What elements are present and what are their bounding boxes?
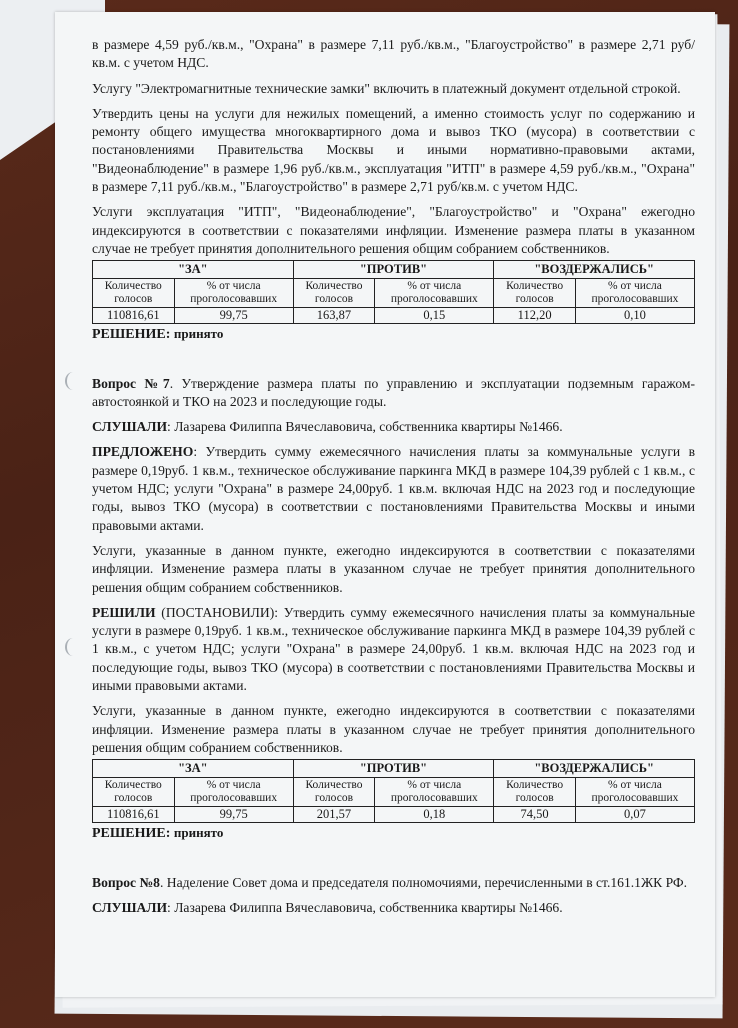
proposed-label: ПРЕДЛОЖЕНО bbox=[92, 444, 194, 460]
decision-label: РЕШЕНИЕ: bbox=[92, 327, 171, 343]
decision-2 bbox=[92, 824, 695, 843]
subheader-count: Количество голосов bbox=[293, 279, 375, 308]
question-7-proposed bbox=[92, 443, 695, 534]
paragraph: в размере 4,59 руб./кв.м., "Охрана" в размере 7,11 руб./кв.м., "Благоустройство" в размере 2,71 руб/кв.м. с учетом НДС. bbox=[92, 37, 695, 71]
paragraph: Услуги, указанные в данном пункте, ежегодно индексируются в соответствии с показателями инфляции. Изменение размера платы в указанном случае не требует принятия дополнительного решения общим собранием собственников. bbox=[92, 542, 695, 595]
against-percent: 0,15 bbox=[375, 308, 494, 324]
question-7-text: . Утверждение размера платы по управлению и эксплуатации подземным гаражом-автостоянкой и ТКО на 2023 и последующие годы. bbox=[92, 375, 695, 409]
subheader-percent: % от числа проголосовавших bbox=[375, 778, 494, 807]
punch-hole-icon bbox=[65, 372, 81, 390]
against-percent: 0,18 bbox=[375, 807, 494, 823]
subheader-percent: % от числа проголосовавших bbox=[575, 778, 694, 807]
subheader-percent: % от числа проголосовавших bbox=[174, 279, 293, 308]
table-row bbox=[93, 807, 695, 823]
document-page bbox=[55, 12, 715, 997]
header-for: "ЗА" bbox=[93, 261, 294, 279]
question-8-heard bbox=[92, 899, 695, 917]
header-against: "ПРОТИВ" bbox=[293, 760, 494, 778]
subheader-percent: % от числа проголосовавших bbox=[575, 279, 694, 308]
paragraph: Услуги, указанные в данном пункте, ежегодно индексируются в соответствии с показателями инфляции. Изменение размера платы в указанном случае не требует принятия дополнительного решения общим собранием собственников. bbox=[92, 703, 695, 755]
against-count: 163,87 bbox=[293, 308, 375, 324]
subheader-count: Количество голосов bbox=[494, 279, 576, 308]
resolved-label: РЕШИЛИ bbox=[92, 604, 156, 620]
question-7-resolved bbox=[92, 604, 695, 695]
question-8-title bbox=[92, 874, 695, 892]
proposed-text: : Утвердить сумму ежемесячного начисления платы за коммунальные услуги в размере 0,19руб. 1 кв.м., техническое обслуживание паркинга МКД в размере 104,39 рублей с 1 кв.м., с учетом НДС; услуги "Охрана" в размере 24,00руб. 1 кв.м. включая НДС на 2023 год и последующие годы, вывоз ТКО (мусора) в соответствии с постановлениями Правительства Москвы и иными правовыми актами. bbox=[92, 444, 695, 533]
decision-value: принято bbox=[173, 326, 224, 342]
paragraph: Утвердить цены на услуги для нежилых помещений, а именно стоимость услуг по содержанию и ремонту общего имущества многоквартирного дома и вывоз ТКО (мусора) в соответствии с постановлениями Правительства Москвы и иными нормативно-правовыми актами, "Видеонаблюдение" в размере 1,96 руб./кв.м., эксплуатация "ИТП" в размере 4,59 руб./кв.м., "Охрана" в размере 7,11 руб./кв.м., "Благоустройство" в размере 2,71 руб/кв.м. с учетом НДС. bbox=[92, 105, 695, 195]
for-percent: 99,75 bbox=[174, 308, 293, 324]
header-abstained: "ВОЗДЕРЖАЛИСЬ" bbox=[494, 261, 695, 279]
subheader-count: Количество голосов bbox=[93, 778, 175, 807]
question-7-heard bbox=[92, 418, 695, 436]
header-against: "ПРОТИВ" bbox=[293, 261, 494, 279]
abstained-percent: 0,07 bbox=[575, 807, 694, 823]
heard-text: : Лазарева Филиппа Вячеславовича, собственника квартиры №1466. bbox=[167, 899, 563, 915]
resolved-text: (ПОСТАНОВИЛИ): Утвердить сумму ежемесячного начисления платы за коммунальные услуги в размере 0,19руб. 1 кв.м., техническое обслуживание паркинга МКД в размере 104,39 рублей с 1 кв.м., с учетом НДС; услуги "Охрана" в размере 24,00руб. 1 кв.м. включая НДС на 2023 год и последующие годы, вывоз ТКО (мусора) в соответствии с постановлениями Правительства Москвы и иными правовыми актами. bbox=[92, 604, 695, 694]
abstained-count: 112,20 bbox=[494, 308, 576, 324]
question-8-label: Вопрос №8 bbox=[92, 874, 160, 890]
decision-value: принято bbox=[173, 825, 224, 841]
table-row bbox=[93, 308, 695, 324]
subheader-percent: % от числа проголосовавших bbox=[375, 279, 494, 308]
subheader-percent: % от числа проголосовавших bbox=[174, 778, 293, 807]
question-8-text: . Наделение Совет дома и председателя полномочиями, перечисленными в ст.161.1ЖК РФ. bbox=[159, 874, 688, 890]
decision-1 bbox=[92, 325, 695, 344]
question-7-title bbox=[92, 375, 695, 412]
against-count: 201,57 bbox=[293, 807, 375, 823]
subheader-count: Количество голосов bbox=[93, 279, 175, 308]
subheader-count: Количество голосов bbox=[494, 778, 576, 807]
for-count: 110816,61 bbox=[93, 807, 175, 823]
for-percent: 99,75 bbox=[174, 807, 293, 823]
abstained-percent: 0,10 bbox=[575, 308, 694, 324]
question-7-label: Вопрос №7 bbox=[92, 375, 170, 391]
heard-label: СЛУШАЛИ bbox=[92, 899, 168, 915]
paragraph: Услуги эксплуатация "ИТП", "Видеонаблюдение", "Благоустройство" и "Охрана" ежегодно индексируются в соответствии с показателями инфляции. Изменение размера платы в указанном случае не требует принятия дополнительного решения общим собранием собственников. bbox=[92, 204, 695, 256]
document-body bbox=[92, 36, 695, 924]
vote-table-1 bbox=[92, 260, 695, 324]
header-for: "ЗА" bbox=[93, 760, 294, 778]
heard-label: СЛУШАЛИ bbox=[92, 419, 168, 435]
header-abstained: "ВОЗДЕРЖАЛИСЬ" bbox=[494, 760, 695, 778]
subheader-count: Количество голосов bbox=[293, 778, 375, 807]
vote-table-2 bbox=[92, 759, 695, 823]
for-count: 110816,61 bbox=[93, 308, 175, 324]
decision-label: РЕШЕНИЕ: bbox=[92, 826, 171, 842]
paragraph: Услугу "Электромагнитные технические замки" включить в платежный документ отдельной строкой. bbox=[92, 80, 681, 96]
heard-text: : Лазарева Филиппа Вячеславовича, собственника квартиры №1466. bbox=[167, 419, 563, 435]
punch-hole-icon bbox=[65, 638, 81, 656]
abstained-count: 74,50 bbox=[494, 807, 576, 823]
